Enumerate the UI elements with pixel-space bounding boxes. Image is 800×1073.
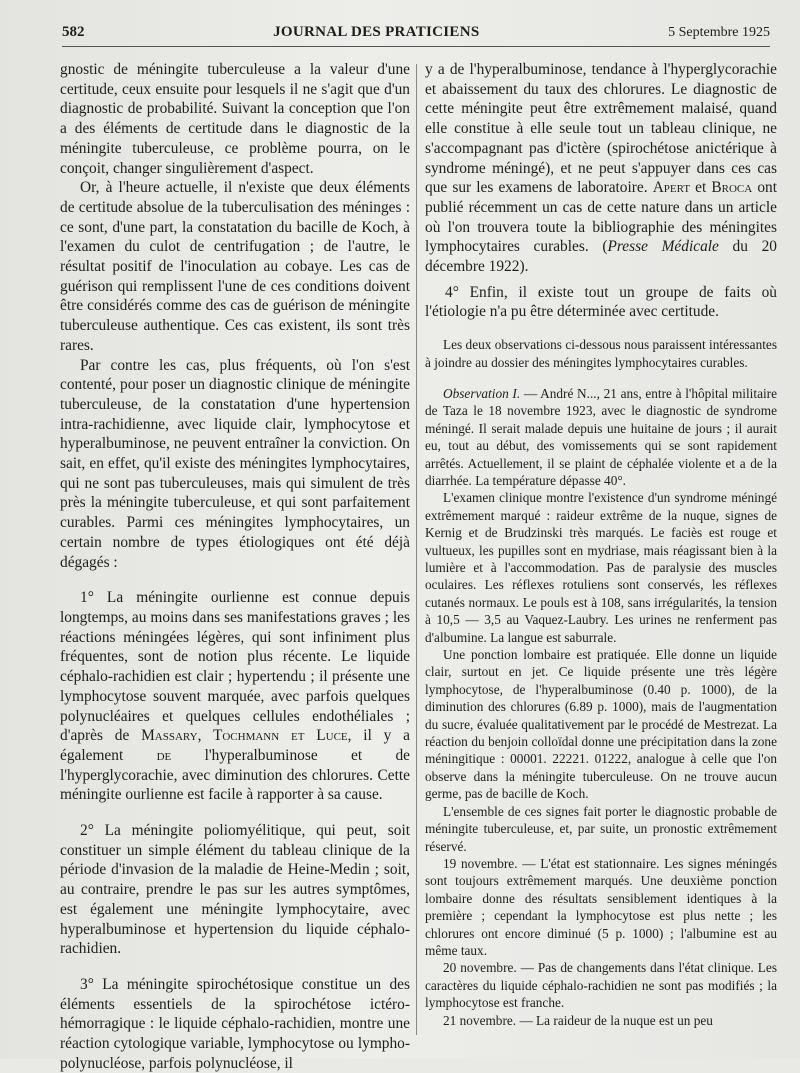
observation-section: [425, 336, 777, 1029]
running-header: [62, 24, 770, 47]
text-span: l'hyperalbuminose et de l'hyperglycorachie, avec diminution des chlorures. Cette méningite ourlienne est facile à rapporter à sa cause.: [60, 746, 410, 804]
issue-date: 5 Septembre 1925: [668, 25, 770, 40]
item-spirochetosique-continued: [425, 60, 777, 277]
observation-paragraph: L'ensemble de ces signes fait porter le diagnostic probable de méningite tuberculeuse, et, par suite, un pronostic extrêmement réservé.: [425, 803, 777, 854]
author-names: Massary, Tochmann et Luce: [141, 727, 348, 745]
observation-paragraph: 20 novembre. — Pas de changements dans l'état clinique. Les caractères du liquide céphalo-rachidien ne sont pas modifiés ; la lymphocytose est franche.: [425, 960, 777, 1011]
item-poliomyelitique: 2° La méningite poliomyélitique, qui peut, soit constituer un simple élément du tableau clinique de la période d'invasion de la maladie de Heine-Medin ; soit, au contraire, prendre le pas sur les autres symptômes, est également une méningite lymphocytaire, avec hyperalbuminose et hypertension du liquide céphalo-rachidien.: [60, 822, 410, 958]
right-column: [425, 60, 777, 1039]
right-main-text: [425, 60, 777, 322]
item-ourlienne: [60, 588, 410, 805]
observation-paragraph: Une ponction lombaire est pratiquée. Elle donne un liquide clair, surtout en jet. Ce liquide présente une très légère lymphocytose, de l'hyperalbuminose (0.40 p. 1000), de la diminution des chlorures (6.89 p. 1000), mais de l'augmentation du sucre, évaluée qualitativement par le procédé de Mestrezat. La réaction du benjoin colloïdal donne une précipitation dans la zone méningitique : 00001. 22221. 01222, analogue à celle que l'on observe dans la méningite tuberculeuse. On ne trouve aucun germe, pas de bacille de Koch.: [425, 647, 777, 802]
paragraph: Or, à l'heure actuelle, il n'existe que deux éléments de certitude absolue de la tuberculisation des méninges : ce sont, d'une part, la constatation du bacille de Koch, à l'examen du culot de centrifugation ; de l'autre, le résultat positif de l'inoculation au cobaye. Les cas de guérison qui remplissent l'une de ces conditions doivent être considérés comme des cas de guérison de méningite tuberculeuse authentique. Ces cas existent, ils sont très rares.: [60, 179, 410, 354]
author-name: Apert: [652, 179, 691, 197]
observation-title: Observation I.: [443, 385, 521, 401]
text-span: y a de l'hyperalbuminose, tendance à l'hyperglycorachie et abaissement du taux des chlorures. Le diagnostic de cette méningite peut être extrêmement malaisé, quand elle constitue à elle seule tout un tableau clinique, ne s'accompagnant pas d'ictère (spirochétose anictérique à syndrome méningé), et ne peut s'appuyer dans ces cas que sur les examens de laboratoire.: [425, 61, 777, 197]
paragraph: gnostic de méningite tuberculeuse a la valeur d'une certitude, ceux ensuite pour lesquels il ne s'agit que d'un diagnostic de probabilité. Suivant la conception que l'on a des éléments de certitude dans le diagnostic de la méningite tuberculeuse, ce problème pourra, on le conçoit, changer singulièrement d'aspect.: [60, 61, 410, 177]
author-name: Broca: [711, 179, 753, 197]
text-span: ont publié récemment un cas de cette nature dans un article où l'on trouvera toute la bibliographie des méningites lymphocytaires curables. (: [425, 179, 777, 256]
left-column: [60, 60, 411, 1072]
observation-paragraph: L'examen clinique montre l'existence d'un syndrome méningé extrêmement marqué : raideur extrême de la nuque, signes de Kernig et de Brudzinski très marqués. Le faciès est rouge et vultueux, les pupilles sont en mydriase, mais réagissant bien à la lumière et à l'accommodation. Pas de paralysie des muscles oculaires. Les réflexes rotuliens sont conservés, les réflexes cutanés normaux. Le pouls est à 108, sans irrégularités, la tension à 10,5 — 3,5 au Vaquez-Laubry. Les urines ne renferment pas d'albumine. La langue est saburrale.: [425, 490, 777, 645]
paragraph: Par contre les cas, plus fréquents, où l'on s'est contenté, pour poser un diagnostic clinique de méningite tuberculeuse, de la constatation d'une hypertension intra-rachidienne, avec liquide clair, lymphocytose et hyperalbuminose, ne peuvent entraîner la conviction. On sait, en effet, qu'il existe des méningites lymphocytaires, qui ne sont pas tuberculeuses, mais qui simulent de très près la méningite tuberculeuse, et qui sont parfaitement curables. Parmi ces méningites lymphocytaires, un certain nombre de types étiologiques ont été déjà dégagés :: [60, 356, 410, 571]
observation-paragraph: 19 novembre. — L'état est stationnaire. Les signes méningés sont toujours extrêmement marqués. Une deuxième ponction lombaire donne des résultats sensiblement identiques à la première ; cependant la lymphocytose est plus nette ; les chlorures ont encore diminué (5 p. 1000) ; l'albumine est au même taux.: [425, 855, 777, 958]
source-title: Presse Médicale: [607, 238, 719, 256]
text-span: et: [690, 179, 712, 197]
column-divider: [416, 64, 417, 1035]
observation-paragraph: [425, 385, 777, 489]
text-span: de: [156, 746, 172, 764]
item-spirochetosique: 3° La méningite spirochétosique constitue un des éléments essentiels de la spirochétose ictéro-hémorragique : le liquide céphalo-rachidien, montre une réaction cytologique variable, lymphocytose ou lympho-polynucléose, parfois polynucléose, il: [60, 975, 410, 1072]
text-span: — André N..., 21 ans, entre à l'hôpital militaire de Taza le 18 novembre 1923, avec le diagnostic de syndrome méningé. Il serait malade depuis une huitaine de jours ; il aurait eu, tout au début, des vomissements qui se sont rapidement arrêtés. Actuellement, il se plaint de céphalée violente et a de la diarrhée. La température dépasse 40°.: [425, 385, 777, 488]
text-span: 1° La méningite ourlienne est connue depuis longtemps, au moins dans ses manifestations graves ; les réactions méningées légères, qui sont infiniment plus fréquentes, sont de notion plus récente. Le liquide céphalo-rachidien est clair ; hypertendu ; il présente une lymphocytose souvent marquée, avec parfois quelques polynucléaires et quelques cellules endothéliales ; d'après de: [60, 589, 410, 745]
observation-paragraph: 21 novembre. — La raideur de la nuque est un peu: [443, 1012, 713, 1028]
text-span: du 20 décembre 1922).: [425, 238, 777, 276]
page-number: 582: [62, 24, 85, 40]
observations-intro: Les deux observations ci-dessous nous paraissent intéressantes à joindre au dossier des méningites lymphocytaires curables.: [425, 337, 777, 370]
text-span: , il y a également: [60, 727, 411, 764]
journal-title: JOURNAL DES PRATICIENS: [273, 24, 480, 40]
item-etiologie-inconnue: 4° Enfin, il existe tout un groupe de faits où l'étiologie n'a pu être déterminée avec certitude.: [425, 283, 777, 321]
